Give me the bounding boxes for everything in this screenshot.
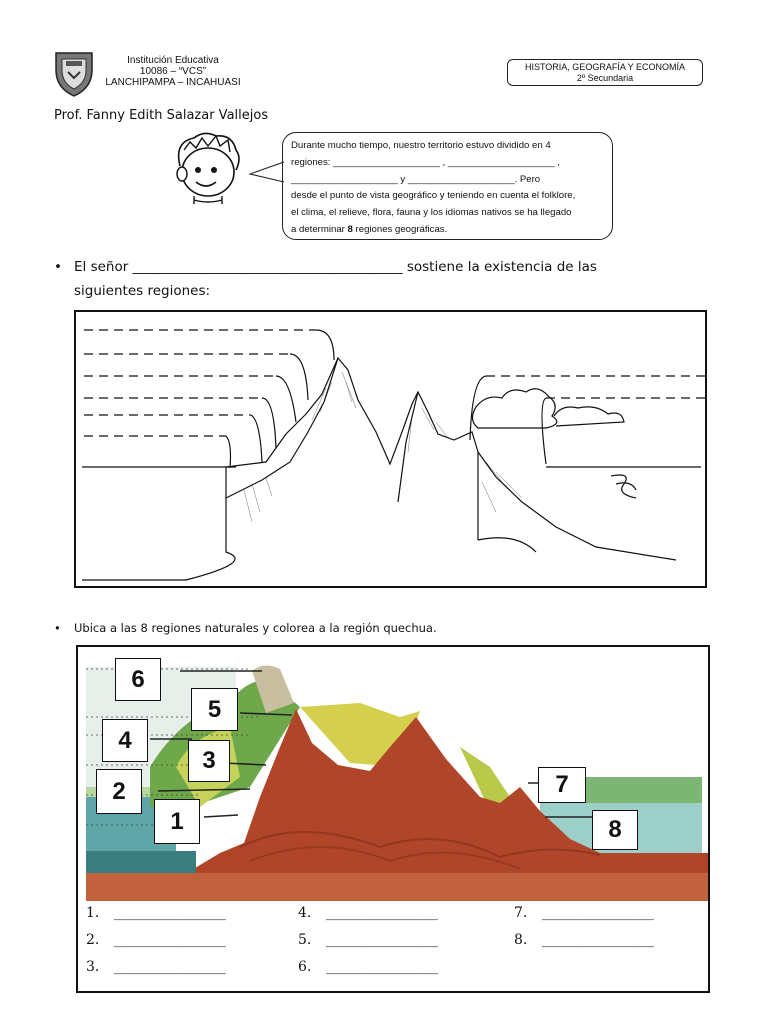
region-label-1: 1	[154, 799, 200, 844]
speech-bubble	[282, 132, 613, 240]
answer-2	[86, 932, 226, 948]
school-location: LANCHIPAMPA – INCAHUASI	[105, 77, 241, 88]
arrow	[316, 330, 334, 360]
regions-profile-diagram	[74, 310, 707, 588]
school-header	[98, 55, 248, 88]
answer-8	[514, 932, 654, 948]
question-1-text[interactable]: El señor ________________________________________ sostiene la existencia de las	[74, 259, 597, 275]
arrow	[226, 436, 231, 468]
answer-number: 7.	[514, 905, 528, 921]
answer-blank[interactable]: ________________	[325, 905, 438, 921]
region-label-5: 5	[191, 688, 238, 731]
answer-number: 6.	[298, 959, 312, 975]
answer-blank[interactable]: ________________	[325, 959, 438, 975]
profile-sketch	[76, 312, 705, 586]
answer-7	[514, 905, 654, 921]
school-logo	[54, 50, 94, 98]
subject-box	[507, 59, 703, 86]
answer-number: 5.	[298, 932, 312, 948]
speech-line: desde el punto de vista geográfico y teniendo en cuenta el folklore,	[291, 190, 576, 202]
question-2	[54, 621, 437, 635]
answer-number: 3.	[86, 959, 100, 975]
question-1-text-2: siguientes regiones:	[74, 283, 211, 299]
answer-blank[interactable]: ________________	[541, 932, 654, 948]
arrow	[262, 398, 276, 448]
region-label-6: 6	[115, 658, 161, 701]
region-label-4: 4	[102, 719, 148, 762]
question-1	[54, 255, 694, 303]
bullet-icon: •	[54, 259, 62, 275]
answer-6	[298, 959, 438, 975]
answer-number: 1.	[86, 905, 100, 921]
region-label-2: 2	[96, 769, 142, 814]
speech-line: ____________________ y ____________________. Pero	[291, 173, 541, 185]
question-2-text: Ubica a las 8 regiones naturales y colorea a la región quechua.	[74, 621, 437, 635]
colored-profile	[80, 647, 708, 901]
arrow	[542, 398, 546, 464]
answer-1	[86, 905, 226, 921]
arrow	[290, 354, 308, 400]
answer-number: 4.	[298, 905, 312, 921]
bullet-icon: •	[54, 621, 61, 635]
region-label-7: 7	[538, 767, 586, 803]
region-label-8: 8	[592, 810, 638, 850]
school-name: Institución Educativa	[127, 55, 219, 66]
answer-3	[86, 959, 226, 975]
speech-text: a determinar	[291, 223, 348, 235]
speech-line: Durante mucho tiempo, nuestro territorio estuvo dividido en 4	[291, 140, 551, 151]
speech-line: regiones: ____________________ , ____________________ ,	[291, 156, 560, 168]
answer-5	[298, 932, 438, 948]
school-code: 10086 – “VCS”	[139, 66, 207, 77]
speech-bold-number: 8	[347, 223, 353, 235]
grade-label: 2º Secundaria	[576, 73, 634, 83]
boy-illustration	[170, 130, 250, 208]
speech-line: el clima, el relieve, flora, fauna y los idiomas nativos se ha llegado	[291, 207, 572, 219]
answer-number: 2.	[86, 932, 100, 948]
question-1-line	[54, 279, 694, 303]
speech-text: regiones geográficas.	[352, 223, 448, 235]
arrow	[251, 415, 262, 462]
region-label-3: 3	[188, 740, 230, 782]
subject-title: HISTORIA, GEOGRAFÍA Y ECONOMÍA	[524, 62, 686, 72]
question-1-line	[54, 255, 694, 279]
answer-blank[interactable]: ________________	[325, 932, 438, 948]
answer-blank[interactable]: ________________	[113, 905, 226, 921]
teacher-name: Prof. Fanny Edith Salazar Vallejos	[54, 108, 269, 123]
arrow	[470, 376, 486, 440]
speech-line	[291, 222, 604, 239]
answer-blank[interactable]: ________________	[113, 932, 226, 948]
regions-color-diagram	[76, 645, 710, 993]
answer-blank[interactable]: ________________	[113, 959, 226, 975]
answer-4	[298, 905, 438, 921]
answer-blank[interactable]: ________________	[541, 905, 654, 921]
answer-number: 8.	[514, 932, 528, 948]
arrow	[276, 376, 296, 422]
